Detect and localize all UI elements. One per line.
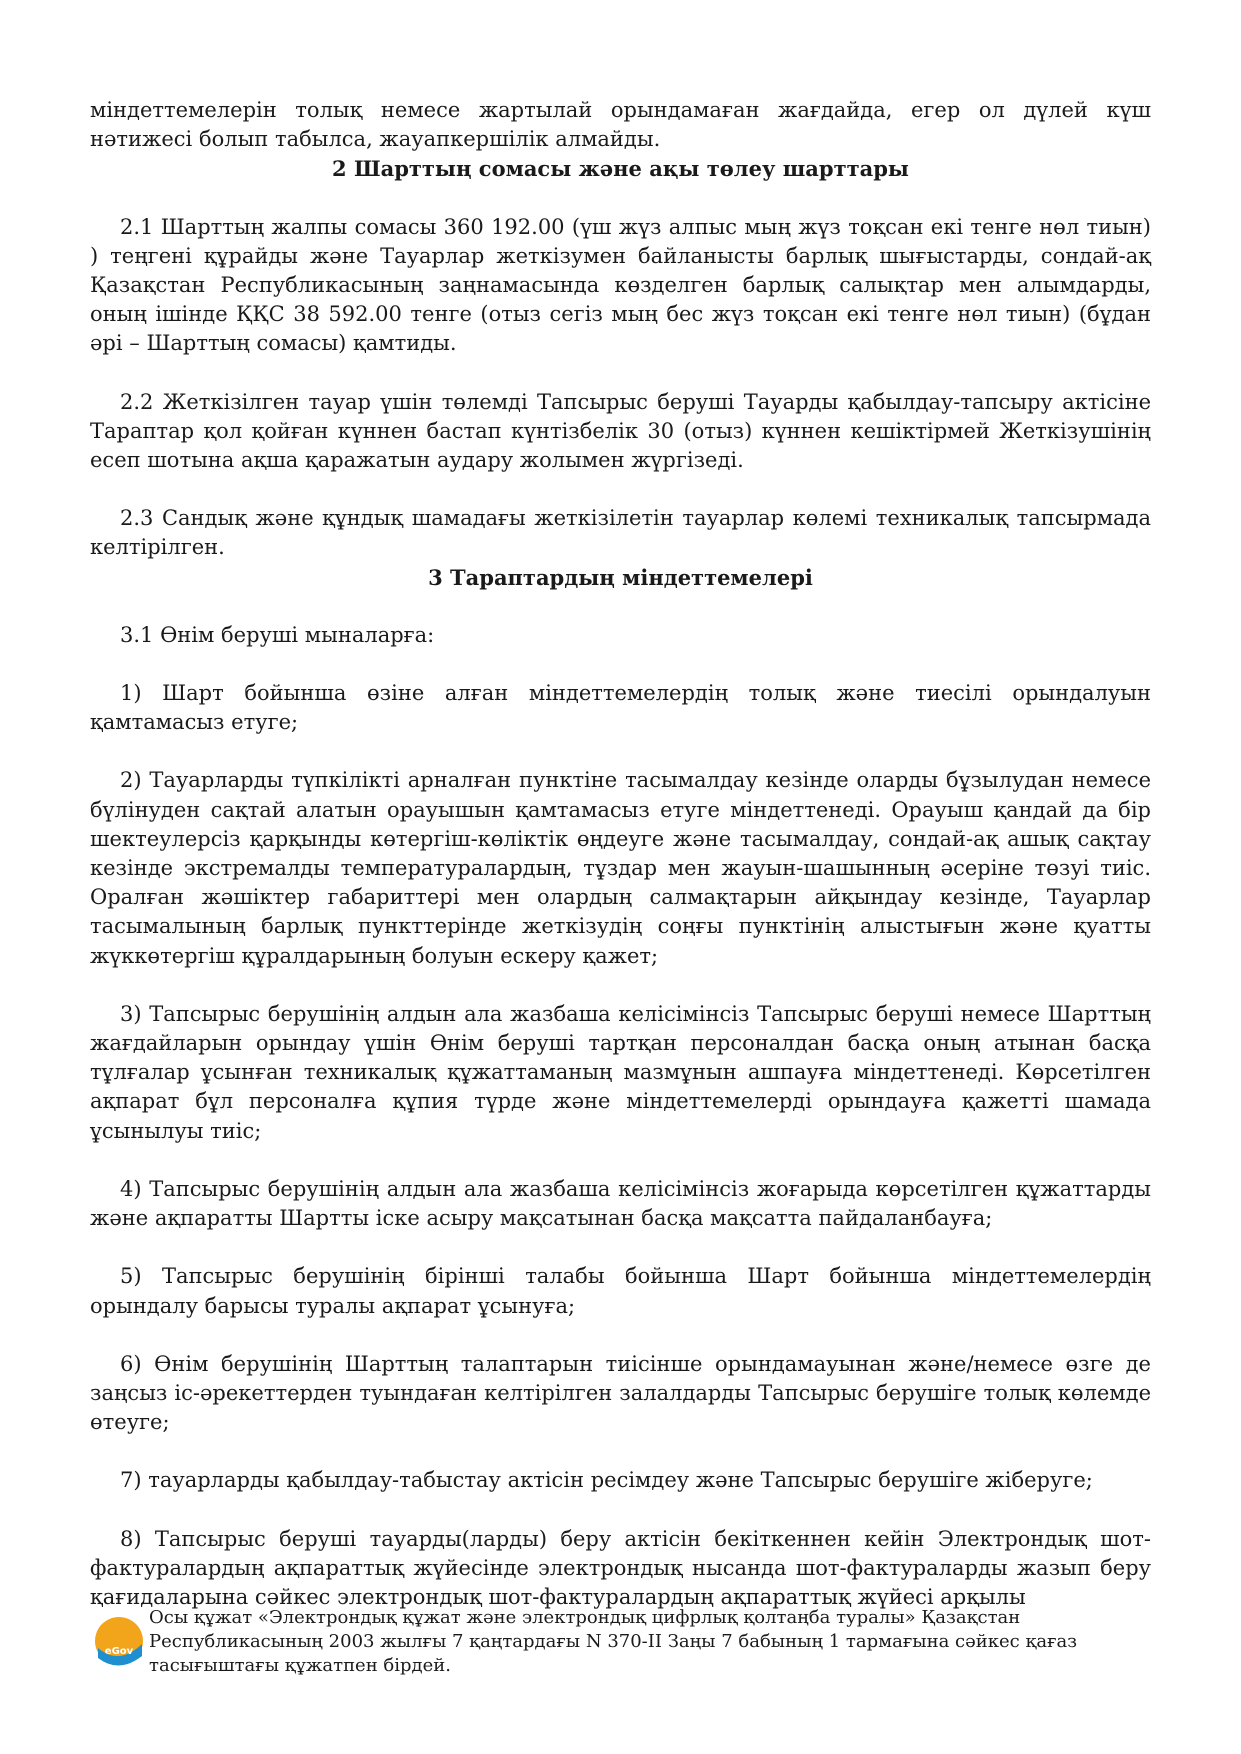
document-body — [90, 96, 1151, 1612]
list-item-3: 3) Тапсырыс берушінің алдын ала жазбаша келісімінсіз Тапсырыс беруші немесе Шарттың жағдайларын орындау үшін Өнім беруші тартқан персоналдан басқа оның атынан басқа тұлғалар ұсынған техникалық құжаттаманың мазмұнын ашпауға міндеттенеді. Көрсетілген ақпарат бұл персоналға құпия түрде және міндеттемелерді орындауға қажетті шамада ұсынылуы тиіс; — [90, 1001, 1151, 1143]
clause-3-1: 3.1 Өнім беруші мыналарға: — [120, 622, 435, 647]
list-item-2: 2) Тауарларды түпкілікті арналған пунктіне тасымалдау кезінде оларды бұзылудан немесе бүлінуден сақтай алатын орауышын қамтамасыз етуге міндеттенеді. Орауыш қандай да бір шектеулерсіз қарқынды көтергіш-көліктік өңдеуге және тасымалдау, сондай-ақ ашық сақтау кезінде экстремалды температуралардың, тұздар мен жауын-шашынның әсеріне төзуі тиіс. Оралған жәшіктер габариттері мен олардың салмақтарын айқындау кезінде, Тауарлар тасымалының барлық пункттерінде жеткізудің соңғы пунктінің алыстығын және қуатты жүккөтергіш құралдарының болуын ескеру қажет; — [90, 768, 1151, 968]
list-item-8: 8) Тапсырыс беруші тауарды(ларды) беру актісін бекіткеннен кейін Электрондық шот-фактуралардың ақпараттық жүйесінде электрондық нысанда шот-фактураларды жазып беру қағидаларына сәйкес электрондық шот-фактуралардың ақпараттық жүйесі арқылы — [90, 1526, 1151, 1609]
list-item-4: 4) Тапсырыс берушінің алдын ала жазбаша келісімінсіз жоғарыда көрсетілген құжаттарды және ақпаратты Шартты іске асыру мақсатынан басқа мақсатта пайдаланбауға; — [90, 1176, 1151, 1231]
clause-2-3: 2.3 Сандық және құндық шамадағы жеткізілетін тауарлар көлемі техникалық тапсырмада келтірілген. — [90, 506, 1151, 560]
list-item-5: 5) Тапсырыс берушінің бірінші талабы бойынша Шарт бойынша міндеттемелердің орындалу барысы туралы ақпарат ұсынуға; — [90, 1264, 1151, 1318]
egov-logo-icon — [92, 1614, 146, 1668]
list-item-6: 6) Өнім берушінің Шарттың талаптарын тиісінше орындамауынан және/немесе өзге де заңсыз іс-әрекеттерден туындаған келтірілген залалдарды Тапсырыс берушіге толық көлемде өтеуге; — [90, 1351, 1151, 1435]
list-item-7: 7) тауарларды қабылдау-табыстау актісін ресімдеу және Тапсырыс берушіге жіберуге; — [120, 1468, 1093, 1493]
section-heading-2: 2 Шарттың сомасы және ақы төлеу шарттары — [332, 156, 909, 182]
e-signature-footer — [92, 1606, 1172, 1716]
paragraph-continuation: міндеттемелерін толық немесе жартылай орындамаған жағдайда, егер ол дүлей күш нәтижесі болып табылса, жауапкершілік алмайды. — [90, 98, 1151, 152]
clause-2-2: 2.2 Жеткізілген тауар үшін төлемді Тапсырыс беруші Тауарды қабылдау-тапсыру актісіне Тараптар қол қойған күннен бастап күнтізбелік 30 (отыз) күннен кешіктірмей Жеткізушінің есеп шотына ақша қаражатын аудару жолымен жүргізеді. — [90, 389, 1151, 473]
list-item-1: 1) Шарт бойынша өзіне алған міндеттемелердің толық және тиесілі орындалуын қамтамасыз етуге; — [90, 681, 1151, 735]
clause-2-1: 2.1 Шарттың жалпы сомасы 360 192.00 (үш жүз алпыс мың жүз тоқсан екі тенге нөл тиын) ) теңгені құрайды және Тауарлар жеткізумен байланысты барлық шығыстарды, сондай-ақ Қазақстан Республикасының заңнамасында көзделген барлық салықтар мен алымдарды, оның ішінде ҚҚС 38 592.00 тенге (отыз сегіз мың бес жүз тоқсан екі тенге нөл тиын) (бұдан әрі – Шарттың сомасы) қамтиды. — [90, 214, 1151, 356]
svg-text:eGov: eGov — [104, 1646, 134, 1657]
legal-notice-line-1: Осы құжат «Электрондық құжат және электрондық цифрлық қолтаңба туралы» Қазақстан — [149, 1607, 1021, 1628]
section-heading-3: 3 Тараптардың міндеттемелері — [428, 564, 813, 590]
legal-notice-line-2: Республикасының 2003 жылғы 7 қаңтардағы N 370-II Заңы 7 бабының 1 тармағына сәйкес қағаз — [149, 1631, 1078, 1652]
legal-notice-line-3: тасығыштағы құжатпен бірдей. — [149, 1655, 452, 1676]
legal-notice — [149, 1606, 1149, 1678]
